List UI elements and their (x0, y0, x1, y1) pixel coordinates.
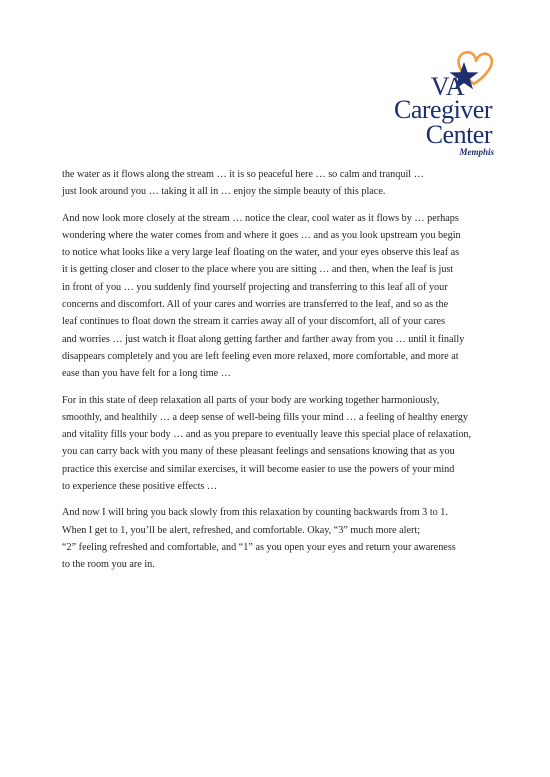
text-line: practice this exercise and similar exercises, it will become easier to use the powers of your mind (62, 463, 455, 475)
text-line: concerns and discomfort. All of your cares and worries are transferred to the leaf, and so as the (62, 299, 449, 311)
text-line: When I get to 1, you’ll be alert, refreshed, and comfortable. Okay, “3” much more alert; (62, 524, 421, 536)
text-line: in front of you … you suddenly find yourself projecting and transferring to this leaf all of your (62, 281, 448, 293)
text-line: And now I will bring you back slowly from this relaxation by counting backwards from 3 to 1. (62, 507, 448, 519)
logo-text-center: Center (425, 120, 492, 149)
document-body (62, 166, 500, 583)
text-line: smoothly, and healthily … a deep sense of well-being fills your mind … a feeling of healthy energy (62, 411, 468, 423)
text-line: to experience these positive effects … (62, 481, 218, 493)
paragraph (62, 166, 500, 201)
text-line: to the room you are in. (62, 559, 155, 571)
paragraph (62, 210, 500, 383)
text-line: it is getting closer and closer to the place where you are sitting … and then, when the leaf is just (62, 264, 454, 276)
text-line: the water as it flows along the stream … it is so peaceful here … so calm and tranquil … (62, 169, 424, 180)
text-line: For in this state of deep relaxation all parts of your body are working together harmoniously, (62, 394, 440, 406)
logo-text-caregiver: Caregiver (393, 95, 492, 124)
text-line: And now look more closely at the stream … notice the clear, cool water as it flows by … perhaps (62, 212, 459, 224)
paragraph (62, 392, 500, 496)
text-line: and vitality fills your body … and as you prepare to eventually leave this special place of relaxation, (62, 429, 472, 441)
text-line: and worries … just watch it float along getting farther and farther away from you … until it finally (62, 333, 465, 345)
va-caregiver-center-logo (388, 44, 500, 157)
text-line: just look around you … taking it all in … enjoy the simple beauty of this place. (62, 186, 386, 198)
text-line: wondering where the water comes from and where it goes … and as you look upstream you begin (62, 229, 461, 241)
paragraph (62, 504, 500, 573)
logo-text-va: VA (430, 72, 464, 101)
text-line: to notice what looks like a very large leaf floating on the water, and your eyes observe this leaf as (62, 247, 460, 259)
logo-text-memphis: Memphis (459, 147, 494, 157)
text-line: you can carry back with you many of these pleasant feelings and sensations knowing that as you (62, 446, 455, 458)
text-line: “2” feeling refreshed and comfortable, and “1” as you open your eyes and return your awareness (62, 541, 456, 553)
text-line: ease than you have felt for a long time … (62, 368, 231, 380)
text-line: disappears completely and you are left feeling even more relaxed, more comfortable, and more at (62, 350, 459, 362)
text-line: leaf continues to float down the stream it carries away all of your discomfort, all of your cares (62, 316, 446, 328)
